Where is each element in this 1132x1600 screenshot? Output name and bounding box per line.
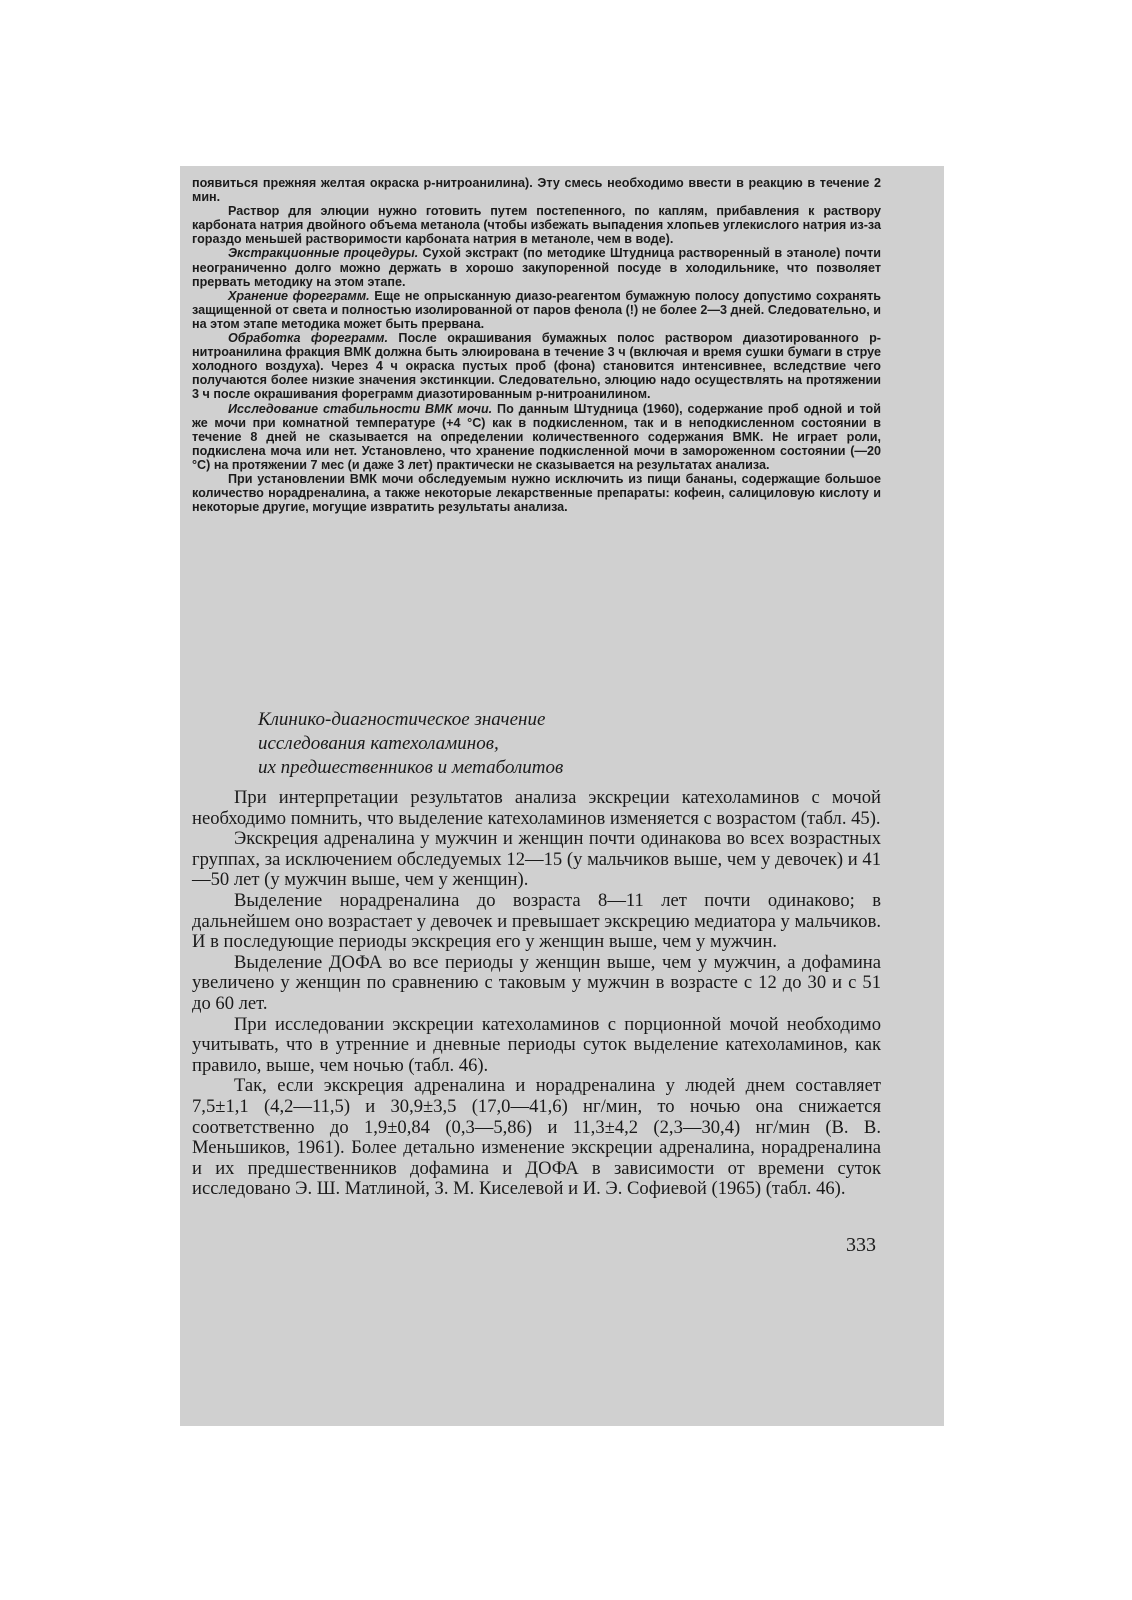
paragraph-processing: Обработка форeграмм. После окрашивания бумажных полос раствором диазотированного р-нитроанилина фракция ВМК должна быть элюирована в течение 3 ч (включая и время сушки бумаги в струе холодного воздуха). Через 4 ч окраска пустых проб (фона) становится интенсивнее, вследствие чего получаются более низкие значения экстинкции. Следовательно, элюцию надо осуществлять на протяжении 3 ч после окрашивания форeграмм диазотированным р-нитроанилином. [192,331,881,402]
section-body-text [192,788,881,1200]
body-paragraph: Так, если экскреция адреналина и норадреналина у людей днем составляет 7,5±1,1 (4,2—11,5) и 30,9±3,5 (17,0—41,6) нг/мин, то ночью она снижается соответственно до 1,9±0,84 (0,3—5,86) и 11,3±4,2 (2,3—30,4) нг/мин (В. В. Меньшиков, 1961). Более детально изменение экскреции адреналина, норадреналина и их предшественников дофамина и ДОФА в зависимости от времени суток исследовано Э. Ш. Матлиной, З. М. Киселевой и И. Э. Софиевой (1965) (табл. 46). [192,1075,881,1200]
paragraph-continuation: появиться прежняя желтая окраска р-нитроанилина). Эту смесь необходимо ввести в реакцию в течение 2 мин. [192,176,881,205]
heading-line: их предшественников и метаболитов [258,757,564,778]
paragraph-extraction: Экстракционные процедуры. Сухой экстракт (по методике Штудница растворенный в этаноле) почти неограниченно долго можно держать в хорошо закупоренной посуде в холодильнике, что позволяет прервать методику на этом этапе. [192,246,881,289]
method-notes-text [192,176,881,514]
body-paragraph: Экскреция адреналина у мужчин и женщин почти одинакова во всех возрастных группах, за исключением обследуемых 12—15 (у мальчиков выше, чем у девочек) и 41—50 лет (у мужчин выше, чем у женщин). [192,828,881,891]
paragraph-elution-solution: Раствор для элюции нужно готовить путем постепенного, по каплям, прибавления к раствору карбоната натрия двойного объема метанола (чтобы избежать выпадения хлопьев углекислого натрия из-за гораздо меньшей растворимости карбоната натрия в метаноле, чем в воде). [192,204,881,247]
body-paragraph: При исследовании экскреции катехоламинов с порционной мочой необходимо учитывать, что в утренние и дневные периоды суток выделение катехоламинов, как правило, выше, чем ночью (табл. 46). [192,1013,881,1076]
section-heading [258,708,818,780]
body-paragraph: Выделение ДОФА во все периоды у женщин выше, чем у мужчин, а дофамина увеличено у женщин по сравнению с таковым у мужчин в возрасте с 12 до 30 и с 51 до 60 лет. [192,951,881,1014]
body-paragraph: При интерпретации результатов анализа экскреции катехоламинов с мочой необходимо помнить, что выделение катехоламинов изменяется с возрастом (табл. 45). [192,787,881,829]
page-number: 333 [846,1234,876,1256]
body-paragraph: Выделение норадреналина до возраста 8—11 лет почти одинаково; в дальнейшем оно возрастает у девочек и превышает экскрецию медиатора у мальчиков. И в последующие периоды экскреция его у женщин выше, чем у мужчин. [192,889,881,953]
heading-line: исследования катехоламинов, [258,733,499,754]
heading-line: Клинико-диагностическое значение [258,709,546,730]
paragraph-storage: Хранение форeграмм. Еще не опрысканную диазо-реагентом бумажную полосу допустимо сохранять защищенной от света и полностью изолированной от паров фенола (!) не более 2—3 дней. Следовательно, и на этом этапе методика может быть прервана. [192,288,882,331]
paragraph-diet-exclusions: При установлении ВМК мочи обследуемым нужно исключить из пищи бананы, содержащие большое количество норадреналина, а также некоторые лекарственные препараты: кофеин, салициловую кислоту и некоторые другие, могущие извратить результаты анализа. [192,471,881,515]
paragraph-stability: Исследование стабильности ВМК мочи. По данным Штудница (1960), содержание проб одной и той же мочи при комнатной температуре (+4 °С) как в подкисленном, так и в неподкисленном состоянии в течение 8 дней не сказывается на определении количественного содержания ВМК. Не играет роли, подкислена моча или нет. Установлено, что хранение подкисленной мочи в замороженном состоянии (—20 °С) на протяжении 7 мес (и даже 3 лет) практически не сказывается на результатах анализа. [192,401,881,472]
